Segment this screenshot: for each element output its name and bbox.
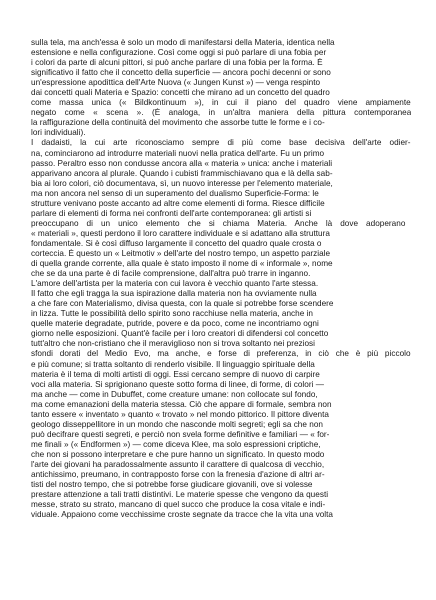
- text-line: messe, strato su strato, mancano di quel succo che produce la cosa vitale e indi-: [31, 500, 326, 510]
- text-line: Il fatto che egli tragga la sua ispirazione dalla materia non ha ovviamente nulla: [31, 289, 317, 299]
- text-line: in lizza. Tutte le possibilità dello spirito sono racchiuse nella materia, anche in: [31, 309, 314, 319]
- text-line: l'arte dei giovani ha paradossalmente assunto il carattere di qualcosa di vecchio,: [31, 459, 325, 469]
- text-line: I dadaisti, la cui arte riconosciamo sempre di più come base decisiva dell'arte odier-: [31, 138, 411, 148]
- text-line: significativo il fatto che il concetto della superficie — ancora pochi decenni or sono: [31, 68, 331, 78]
- text-line: L'amore dell'artista per la materia con cui lavora è vecchio quanto l'arte stessa.: [31, 279, 319, 289]
- text-line: passo. Peraltro esso non condusse ancora alla « materia » unica: anche i materiali: [31, 158, 333, 168]
- text-line: me finali » (« Endformen ») — come diceva Klee, ma solo espressioni criptiche,: [31, 439, 321, 449]
- text-line: materia è il tema di molti artisti di oggi. Essi cercano sempre di nuovo di carpire: [31, 369, 320, 379]
- text-line: na, cominciarono ad introdurre materiali nuovi nella pratica dell'arte. Fu un primo: [31, 148, 325, 158]
- text-line: tanto essere « inventato » quanto « trovato » nel mondo pittorico. Il pittore diventa: [31, 409, 330, 419]
- text-line: apparivano ancora al plurale. Quando i cubisti frammischiavano qua e là della sab-: [31, 168, 333, 178]
- text-line: tutt'altro che non-cristiano che il meraviglioso non si trova soltanto nei preziosi: [31, 339, 316, 349]
- text-line: negato come « scena ». (È analoga, in un'altra maniera della pittura contemporanea: [31, 108, 411, 118]
- text-line: tisti del nostro tempo, che si potrebbe forse giudicare giovanili, ove si volesse: [31, 480, 313, 490]
- text-line: viduale. Appaiono come vecchissime croste segnate da tracce che la vita una volta: [31, 510, 333, 520]
- text-line: può decifrare questi segreti, e perciò non svela forme definitive e familiari — « for-: [31, 429, 330, 439]
- text-line: ma come emanazioni della materia stessa. Ciò che appare di formale, sembra non: [31, 399, 332, 409]
- text-line: giorno nelle esposizioni. Quant'è facile per i loro creatori di difendersi col concetto: [31, 329, 329, 339]
- text-line: strutture venivano poste accanto ad altre come elementi di forma. Riesce difficile: [31, 198, 325, 208]
- text-line: corteccia. È questo un « Leitmotiv » dell'arte del nostro tempo, un aspetto parziale: [31, 248, 331, 258]
- text-line: ma non ancora nel senso di un superamento del dualismo Superficie-Forma: le: [31, 188, 319, 198]
- text-line: prestare attenzione a tali tratti distintivi. Le materie spesse che vengono da questi: [31, 490, 329, 500]
- text-line: la raffigurazione della continuità del movimento che assorbe tutte le forme e i co-: [31, 118, 325, 128]
- text-line: voci alla materia. Si sprigionano queste sotto forma di linee, di forme, di colori —: [31, 379, 324, 389]
- text-line: come massa unica (« Bildkontinuum »), in cui il piano del quadro viene ampiamente: [31, 98, 411, 108]
- text-line: un'espressione apodittica dell'Arte Nuova (« Jungen Kunst ») — venga respinto: [31, 78, 321, 88]
- text-line: antichissimo, preumano, in contrapposto forse con la frenesia d'azione di altri ar-: [31, 470, 325, 480]
- text-line: quelle materie degradate, putride, povere e da poco, come ne incontriamo ogni: [31, 319, 319, 329]
- text-line: bia ai loro colori, ciò documentava, sì, un nuovo interesse per l'elemento materiale,: [31, 178, 333, 188]
- text-line: dai concetti quali Materia e Spazio: concetti che mirano ad un concetto del quadro: [31, 88, 330, 98]
- text-line: geologo disseppellitore in un mondo che nasconde molti segreti; egli sa che non: [31, 419, 323, 429]
- text-line: di quella grande corrente, alla quale è stato imposto il nome di « informale », nome: [31, 259, 333, 269]
- text-line: « materiali », questi perdono il loro carattere individuale e si adattano alla struttura: [31, 228, 330, 238]
- text-line: i colori da parte di alcuni pittori, si può anche parlare di una fobia per la forma. È: [31, 58, 323, 68]
- text-line: sfondi dorati del Medio Evo, ma anche, e forse di preferenza, in ciò che è più piccolo: [31, 349, 411, 359]
- text-line: lori individuali).: [31, 128, 86, 138]
- text-line: che non si possono interpretare e che pure hanno un significato. In questo modo: [31, 449, 325, 459]
- text-line: che se da una parte è di facile comprensione, dall'altra può trarre in inganno.: [31, 269, 311, 279]
- text-line: e più comune; si tratta soltanto di renderlo visibile. Il linguaggio spirituale della: [31, 359, 315, 369]
- text-line: sulla tela, ma anch'essa è solo un modo di manifestarsi della Materia, identica nella: [31, 38, 335, 47]
- text-line: a che fare con Materialismo, divisa questa, con la quale si potrebbe forse scendere: [31, 299, 334, 309]
- text-line: fondamentale. Si è così diffuso largamente il concetto del quadro quale crosta o: [31, 238, 322, 248]
- text-line: ma anche — come in Dubuffet, come creature umane: non collocate sul fondo,: [31, 389, 318, 399]
- article-text-column: [31, 38, 411, 520]
- text-line: preoccupano di un unico elemento che si chiama Materia. Anche là dove adoperano: [31, 218, 406, 228]
- text-line: estensione e nella configurazione. Così come oggi si può parlare di una fobia per: [31, 48, 327, 58]
- text-line: parlare di elementi di forma nei confronti dell'arte contemporanea: gli artisti si: [31, 208, 312, 218]
